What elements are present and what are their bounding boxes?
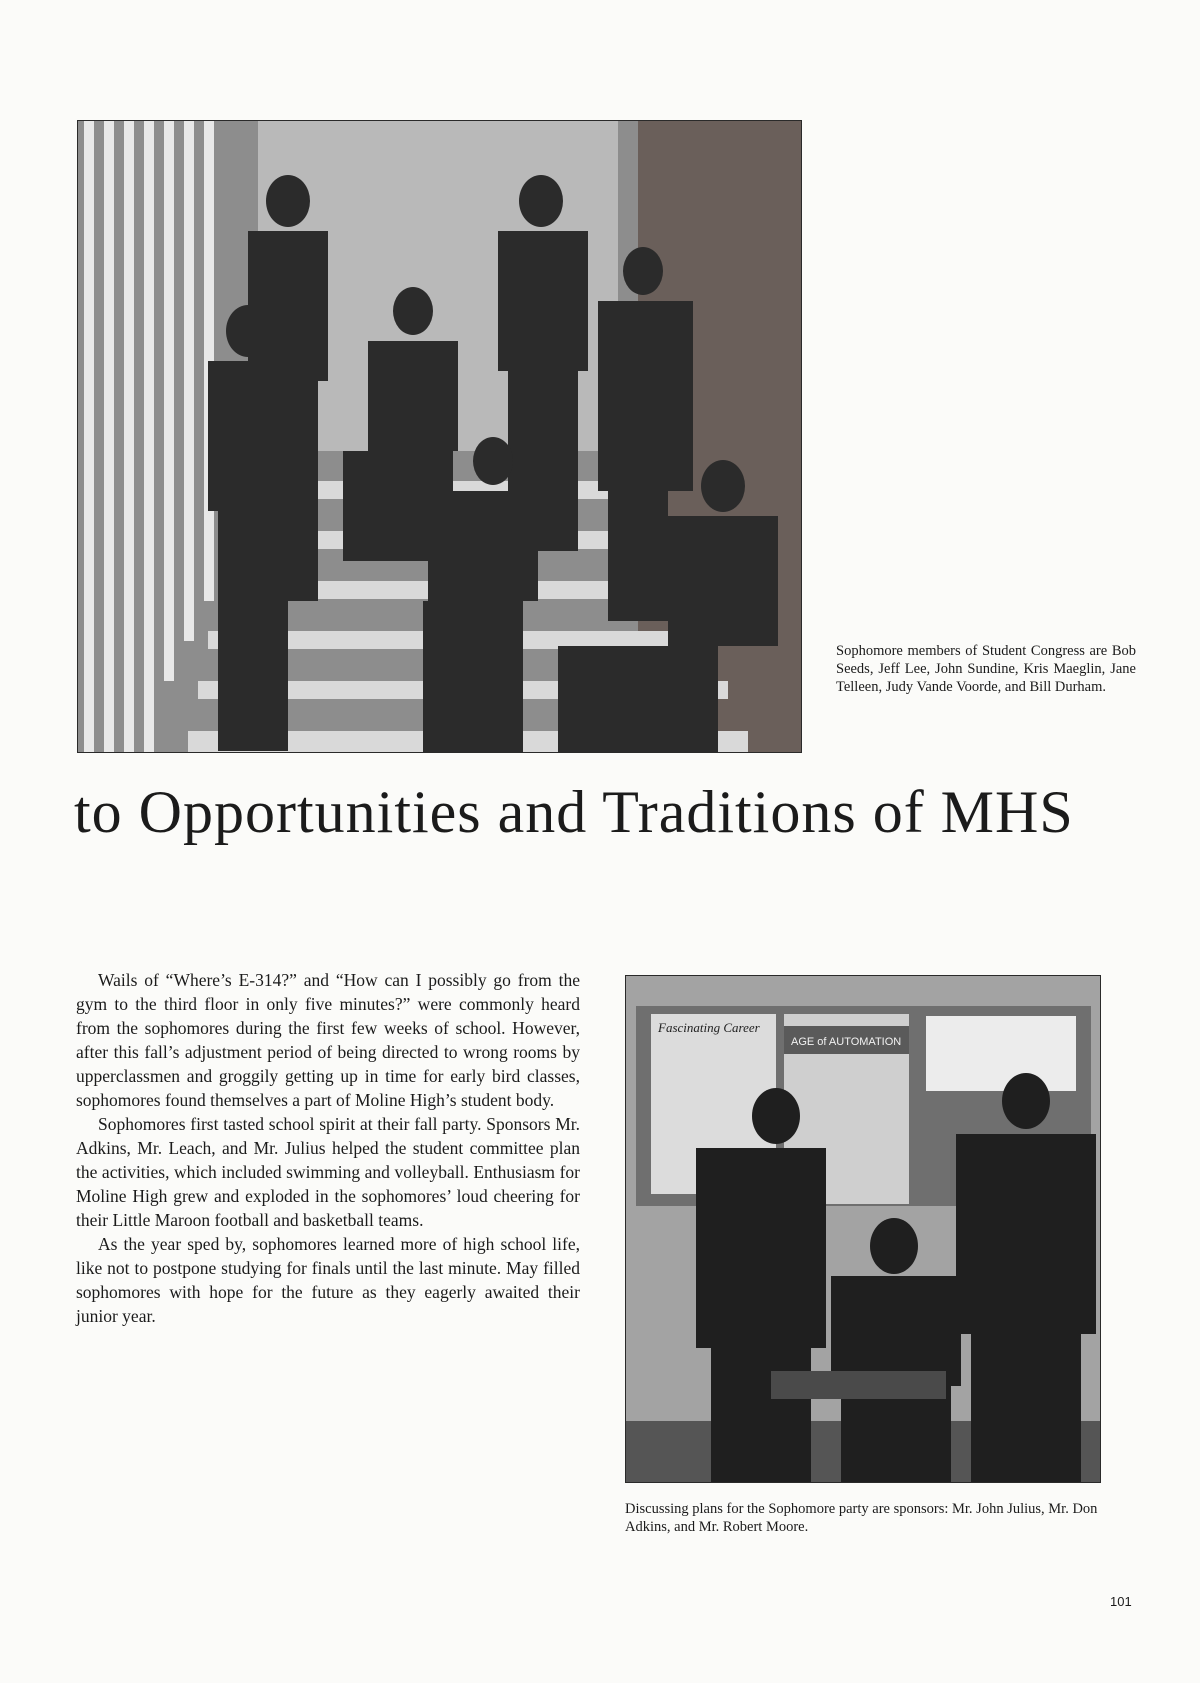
career-poster-title: Fascinating Career: [658, 1020, 760, 1035]
page-number: 101: [1110, 1594, 1132, 1609]
student-congress-photo: [77, 120, 802, 753]
sponsors-group-image: [626, 976, 1100, 1482]
page-headline: to Opportunities and Traditions of MHS: [74, 779, 1074, 845]
body-paragraph: Wails of “Where’s E-314?” and “How can I possibly go from the gym to the third floor in only five minutes?” were commonly heard from the sophomores during the first few weeks of school. However, after this fall’s adjustment period of being directed to wrong rooms by upperclassmen and groggily getting up in time for early bird classes, sophomores found themselves a part of Moline High’s student body.: [76, 970, 580, 1110]
sponsors-photo: [625, 975, 1101, 1483]
body-paragraph: As the year sped by, sophomores learned more of high school life, like not to postpone studying for finals until the last minute. May filled sophomores with hope for the future as they eagerly awaited their junior year.: [76, 1234, 580, 1326]
stairwell-group-image: [78, 121, 801, 752]
photo-caption-bottom: Discussing plans for the Sophomore party are sponsors: Mr. John Julius, Mr. Don Adkins, and Mr. Robert Moore.: [625, 1501, 1098, 1535]
photo-caption-top: Sophomore members of Student Congress are Bob Seeds, Jeff Lee, John Sundine, Kris Maeglin, Jane Telleen, Judy Vande Voorde, and Bill Durham.: [836, 643, 1136, 695]
article-body: [76, 968, 580, 1328]
body-paragraph: Sophomores first tasted school spirit at their fall party. Sponsors Mr. Adkins, Mr. Leach, and Mr. Julius helped the student committee plan the activities, which included swimming and volleyball. Enthusiasm for Moline High grew and exploded in the sophomores’ loud cheering for their Little Maroon football and basketball teams.: [76, 1114, 580, 1230]
automation-poster-title: AGE of AUTOMATION: [791, 1036, 902, 1048]
